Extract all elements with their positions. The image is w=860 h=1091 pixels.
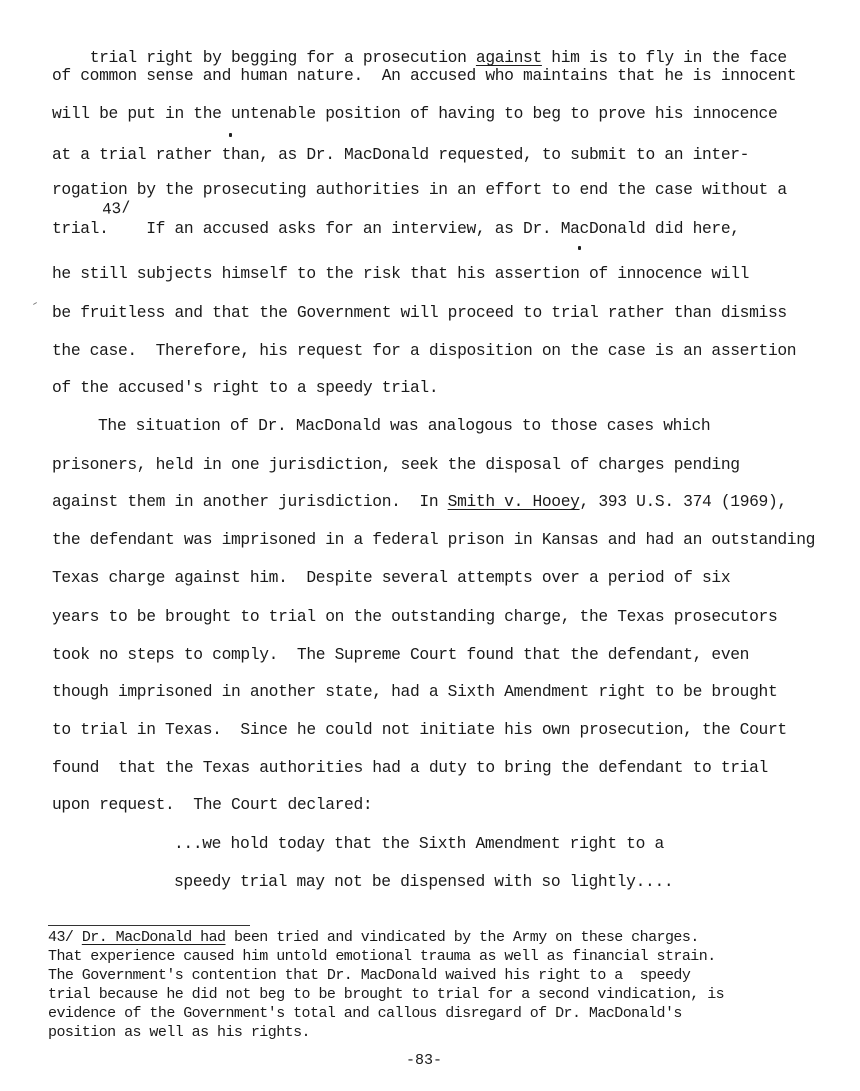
stray-mark-dot bbox=[578, 246, 581, 250]
footnote-reference-marker: 43/ bbox=[101, 199, 132, 219]
body-line-8: be fruitless and that the Government will proceed to trial rather than dismiss bbox=[52, 303, 787, 322]
body-line-16: years to be brought to trial on the outstanding charge, the Texas prosecutors bbox=[52, 607, 778, 626]
footnote-line-3: The Government's contention that Dr. MacDonald waived his right to a speedy bbox=[48, 967, 691, 984]
body-line-12: prisoners, held in one jurisdiction, seek the disposal of charges pending bbox=[52, 455, 740, 474]
body-line-text: trial right by begging for a prosecution against him is to fly in the face bbox=[89, 48, 787, 67]
body-line-7: he still subjects himself to the risk that his assertion of innocence will bbox=[52, 264, 750, 283]
underlined-emphasis: Smith v. Hooey bbox=[447, 492, 580, 511]
footnote-line-4: trial because he did not beg to be brought to trial for a second vindication, is bbox=[48, 986, 725, 1003]
footnote-line-5: evidence of the Government's total and callous disregard of Dr. MacDonald's bbox=[48, 1005, 682, 1022]
body-line-3: will be put in the untenable position of having to beg to prove his innocence bbox=[52, 104, 778, 123]
body-line-2: of common sense and human nature. An accused who maintains that he is innocent bbox=[52, 66, 797, 85]
block-quote-line-2: speedy trial may not be dispensed with so lightly.... bbox=[174, 872, 674, 891]
body-line-6: trial. If an accused asks for an interview, as Dr. MacDonald did here, bbox=[52, 219, 740, 238]
page-number: -83- bbox=[406, 1052, 443, 1069]
body-line-20: found that the Texas authorities had a duty to bring the defendant to trial bbox=[52, 758, 768, 777]
body-line-19: to trial in Texas. Since he could not initiate his own prosecution, the Court bbox=[52, 720, 787, 739]
block-quote-line-1: ...we hold today that the Sixth Amendment right to a bbox=[174, 834, 664, 853]
footnote-line-6: position as well as his rights. bbox=[48, 1024, 310, 1041]
stray-mark-dot bbox=[229, 133, 232, 137]
stray-margin-mark bbox=[33, 302, 37, 305]
body-line-9: the case. Therefore, his request for a disposition on the case is an assertion bbox=[52, 341, 797, 360]
body-line-11: The situation of Dr. MacDonald was analogous to those cases which bbox=[98, 416, 711, 435]
body-line-21: upon request. The Court declared: bbox=[52, 795, 373, 814]
body-line-10: of the accused's right to a speedy trial. bbox=[52, 378, 439, 397]
footnote-line-1: 43/ Dr. MacDonald had been tried and vindicated by the Army on these charges. bbox=[48, 929, 699, 946]
footnote-line-2: That experience caused him untold emotional trauma as well as financial strain. bbox=[48, 948, 716, 965]
body-line-17: took no steps to comply. The Supreme Court found that the defendant, even bbox=[52, 645, 750, 664]
underlined-emphasis: Dr. MacDonald had bbox=[81, 929, 226, 946]
body-line-15: Texas charge against him. Despite several attempts over a period of six bbox=[52, 568, 731, 587]
body-line-14: the defendant was imprisoned in a federal prison in Kansas and had an outstanding bbox=[52, 530, 816, 549]
body-line-5: rogation by the prosecuting authorities in an effort to end the case without a bbox=[52, 180, 787, 199]
body-line-13: against them in another jurisdiction. In Smith v. Hooey, 393 U.S. 374 (1969), bbox=[52, 492, 787, 511]
footnote-divider bbox=[48, 925, 250, 926]
body-line-18: though imprisoned in another state, had a Sixth Amendment right to be brought bbox=[52, 682, 778, 701]
body-line-4: at a trial rather than, as Dr. MacDonald requested, to submit to an inter- bbox=[52, 145, 750, 164]
underlined-emphasis: against bbox=[475, 48, 542, 67]
